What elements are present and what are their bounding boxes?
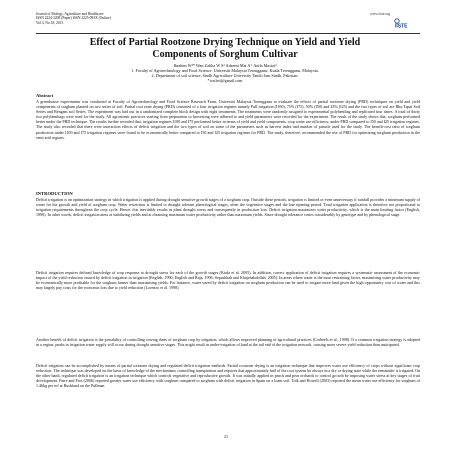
intro-paragraph-1: Deficit irrigation is an optimization strategy in which irrigation is applied during drought sensitive growth stages of a sorghum crop. Outside these periods, irrigation is limited or even unnecessary if rainfall provides a minimum supply of water for the growth and yield of sorghum crop. Water restriction is limited to drought tolerant phenological stages, often the vegetative stages and the late ripening period. Total irrigation application is therefore not proportional to irrigation requirements throughout the crop cycle. Hence, this inevitably results in plant drought stress and consequently in production loss. Deficit irrigation maximizes water productivity, which is the main limiting factor (English, 1990). In other words, deficit irrigation aims at stabilizing yields and at obtaining maximum water productivity rather than maximum yields. Since drought tolerance varies considerably by genotype and by phenological stage. [36,197,420,218]
author-email[interactable]: *wsileti@gmail.com [207,78,243,83]
author-list: Ibrahim W¹* Wan Zaliha W S¹ Adzemi Mat A ¹ Anila Mastoi² [173,63,277,68]
affiliation-1: 1. Faculty of Agrotechnology and Food Science. Universiti Malaysia Terengganu, Kuala Terengganu, Malaysia. [131,68,319,73]
intro-paragraph-3: Another benefit of deficit irrigation is the possibility of controlling sowing dates of sorghum crop by irrigation, which allows improved planning of agricultural practices (Corbeels et al., 1998). If a common irrigation strategy is adopted in a region, peaks in irrigation water supply will occur during drought sensitive stages. This might result in under-irrigation of land at the tail end of the irrigation network, causing more severe yield reduction than anticipated. [36,337,420,348]
intro-paragraph-4: Deficit irrigation can be accomplished by means of partial rootzone drying and regulated deficit irrigation methods. Partial rootzone drying is an irrigation technique that improves water use efficiency of crops without significant crop reduction. The technique was developed on the basis of knowledge of the mechanisms controlling transpiration and requires that approximately half of the root system be always in a dry or drying state while the remainder is irrigated. On the other hand, regulated deficit irrigation is an irrigation technique which controls vegetative and reproductive growth. It was initially applied in peach and pear orchards to control growth by imposing water stress at key stages of fruit development. Farre and Faci (2006) reported greater water use efficiency with sorghum compared to sorghum with deficit irrigation in Spain on a loam soil. Tolk and Howell (2003) reported the mean water use efficiency for sorghum of 1.46kg per m³ at Bushland on the Pullman [36,363,420,389]
header-rule [36,33,420,34]
journal-header [36,12,366,25]
abstract-text: A greenhouse experiments was conducted at Faculty of Agrotechnology and Food Science Research Farm, Universiti Malaysia Terengganu to evaluate the effects of partial rootzone drying (PRD) techniques on yield and yield components of sorghum planted on two series of soil. Partial root zone drying (PRD) consisted of a four irrigation regimes namely Full irrigation (I100), 75% (I75), 50% (I50) and 25% (I25) and the two types of soil are Rhu Tapai Soil Series and Rengam soil Series. The experiment was laid out in a randomized complete block design with eight treatments. The treatments were randomly assigned to experimental polybenthag and replicated four times. A total of thirty two polybenthags were used for the study. All agronomic practices starting from preparation to harvesting were adhered to and yield parameters were recorded for the experiment. The result of the study shows that, sorghum performed better under the PRD technique. The results further revealed that, irrigation regimes I100 and I75 performed better in terms of yield and yield components, crop water use efficiency, under PRD compared to I50 and I25 irrigation regimes. The study also revealed that there were interaction effects of deficit irrigation and the two types of soil on some of the parameters such as harvest index and number of panicle used for the study. The benefit-cost ratio of sorghum production under I100 and I75 irrigation regimes were found to be economically better compared to I50 and I25 irrigation regimes for PRD. The study, therefore, recommended the use of PRD for optimizing sorghum production in the semi arid regions. [36,99,420,140]
iiste-logo-icon [392,17,418,29]
intro-paragraph-2: Deficit irrigation requires defined knowledge of crop response to drought stress for each of the growth stages (Kirda et al. 2005). In addition, correct application of deficit irrigation requires a systematic assessment of the economic impact of the yield reduction caused by deficit irrigation in irrigation (English, 1990; English and Raja, 1996; Sepaskhah and Khajehabdollah, 2005). In areas where water is the most restraining factor, maximising water productivity may be economically more profitable for the sorghum farmer than maximising yields. For instance, water saved by deficit irrigation on sorghum production can be used to irrigate more land given the high opportunity cost of water and this may largely pay costs for the economic loss due to yield reduction (Lorenzo et al. 1998). [36,270,420,291]
title-line-2: Components of Sorghum Cultivar [152,48,298,60]
journal-volume: Vol.3, No.18, 2013 [36,20,64,25]
author-block [50,63,400,83]
abstract-heading: Abstract [36,93,54,98]
journal-issn: ISSN 2224-3208 (Paper) ISSN 2225-093X (Online) [36,16,111,21]
introduction-heading: INTRODUCTION [36,191,73,196]
title-line-1: Effect of Partial Rootzone Drying Technique on Yield and Yield [89,37,361,48]
affiliation-2: 2. Department of soil science, Sindh Agriculture University Tando Jam Sindh, Pakistan. [151,73,299,78]
journal-url[interactable]: www.iiste.org [370,12,391,16]
svg-text:IISTE: IISTE [395,23,408,29]
paper-title [60,37,390,60]
journal-name: Journal of Biology, Agriculture and Healthcare [36,12,104,16]
page-number: 21 [223,434,229,439]
